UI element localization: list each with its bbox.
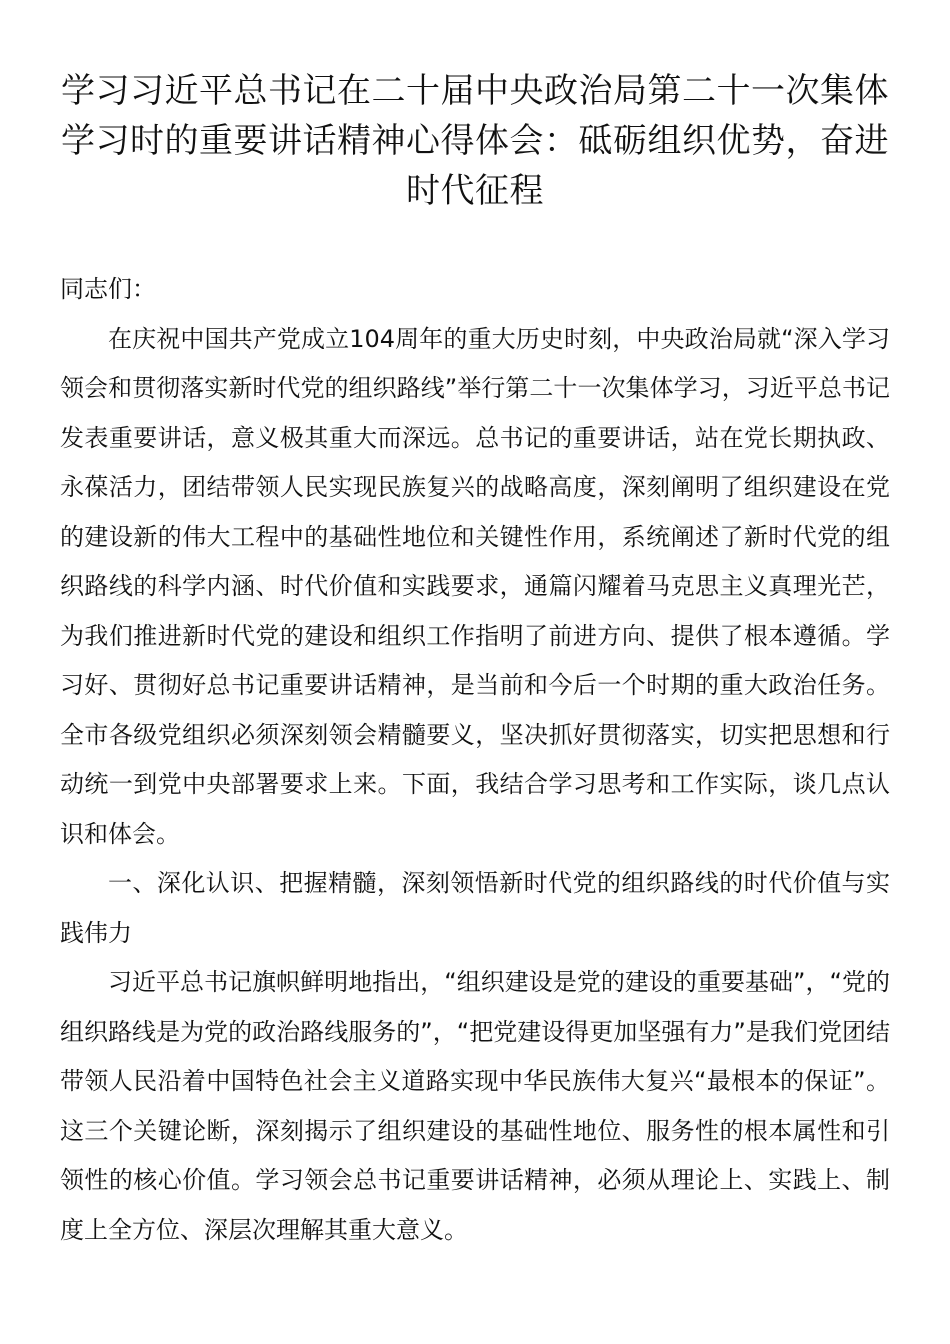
document-title: 学习习近平总书记在二十届中央政治局第二十一次集体学习时的重要讲话精神心得体会：砥砺组织优势，奋进时代征程 [61,71,889,211]
section-paragraph: 习近平总书记旗帜鲜明地指出，“组织建设是党的建设的重要基础”，“党的组织路线是为党的政治路线服务的”，“把党建设得更加坚强有力”是我们党团结带领人民沿着中国特色社会主义道路实现中华民族伟大复兴“最根本的保证”。这三个关键论断，深刻揭示了组织建设的基础性地位、服务性的根本属性和引领性的核心价值。学习领会总书记重要讲话精神，必须从理论上、实践上、制度上全方位、深层次理解其重大意义。 [60,968,890,1244]
document-body [60,265,890,1255]
intro-paragraph: 在庆祝中国共产党成立104周年的重大历史时刻，中央政治局就“深入学习领会和贯彻落实新时代党的组织路线”举行第二十一次集体学习，习近平总书记发表重要讲话，意义极其重大而深远。总书记的重要讲话，站在党长期执政、永葆活力，团结带领人民实现民族复兴的战略高度，深刻阐明了组织建设在党的建设新的伟大工程中的基础性地位和关键性作用，系统阐述了新时代党的组织路线的科学内涵、时代价值和实践要求，通篇闪耀着马克思主义真理光芒，为我们推进新时代党的建设和组织工作指明了前进方向、提供了根本遵循。学习好、贯彻好总书记重要讲话精神，是当前和今后一个时期的重大政治任务。全市各级党组织必须深刻领会精髓要义，坚决抓好贯彻落实，切实把思想和行动统一到党中央部署要求上来。下面，我结合学习思考和工作实际，谈几点认识和体会。 [60,324,890,848]
section-heading: 一、深化认识、把握精髓，深刻领悟新时代党的组织路线的时代价值与实践伟力 [60,869,890,947]
greeting: 同志们： [60,275,156,303]
